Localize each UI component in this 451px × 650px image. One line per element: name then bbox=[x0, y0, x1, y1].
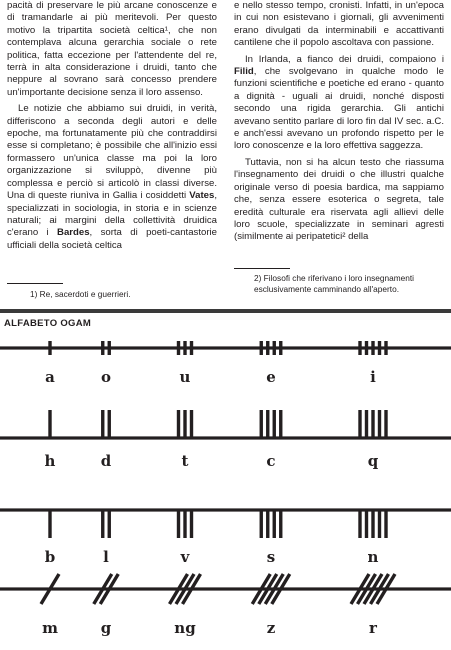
ogam-letter-a: a bbox=[45, 368, 55, 386]
ogam-letter-ng: ng bbox=[174, 619, 196, 637]
left-paragraph-1: pacità di preservare le più arcane conoscenze e di tramandarle ai più meritevoli. Per questo motivo la tripartita società celtica¹, che non contemplava alcuna gerarchia sociale o rete politica, fatta eccezione per l'attendente del re, terrà in alta considerazione i druidi, tanto che neppure al sovrano sarà concesso prendere un'importante decisione senza il loro assenso. bbox=[7, 0, 217, 98]
ogam-letter-i: i bbox=[370, 368, 376, 386]
ogam-letter-l: l bbox=[103, 548, 109, 566]
ogam-letter-c: c bbox=[266, 452, 276, 470]
ogam-letter-q: q bbox=[367, 452, 379, 470]
right-paragraph-3: Tuttavia, non si ha alcun testo che riassuma l'insegnamento dei druidi o che illustri qualche originale verso di poesia bardica, ma sappiamo che, senza essere esoterica o segreta, tale eredità culturale era riservata agli allievi delle loro scuole, specializzate in seminari agresti (similmente ai peripatetici² della bbox=[234, 156, 444, 243]
ogam-title: ALFABETO OGAM bbox=[4, 318, 92, 329]
right-paragraph-2-text-a: In Irlanda, a fianco dei druidi, compaiono i bbox=[245, 53, 444, 65]
term-bardes: Bardes bbox=[57, 227, 90, 239]
ogam-letter-z: z bbox=[266, 619, 276, 637]
ogam-letter-n: n bbox=[367, 548, 379, 566]
footnote-rule-right bbox=[234, 268, 290, 269]
left-paragraph-2-text-a: Le notizie che abbiamo sui druidi, in verità, differiscono a seconda degli autori e delle epoche, ma fortunatamente più che contraddirsi esse si completano; è possibile che all'inizio essi formassero un'unica classe ma poi la loro organizzazione si sviluppò, divenne più complessa e perciò si articolò in classi diverse. Una di queste riunìva in Gallia i cosiddetti bbox=[7, 103, 217, 202]
ogam-alphabet-figure bbox=[0, 330, 451, 650]
ogam-letter-e: e bbox=[266, 368, 276, 386]
ogam-letter-g: g bbox=[100, 619, 112, 637]
left-paragraph-2-text-c: , sorta di poeti-cantastorie ufficiali della società celtica bbox=[7, 227, 217, 251]
ogam-stem-line bbox=[0, 508, 451, 511]
ogam-letter-m: m bbox=[42, 619, 58, 637]
ogam-letter-v: v bbox=[180, 548, 190, 566]
ogam-stem-line bbox=[0, 346, 451, 349]
footnote-rule-left bbox=[7, 283, 63, 284]
footnote-1: 1) Re, sacerdoti e guerrieri. bbox=[30, 289, 131, 299]
ogam-letter-s: s bbox=[266, 548, 276, 566]
right-column bbox=[234, 0, 444, 244]
section-divider bbox=[0, 309, 451, 313]
ogam-letter-b: b bbox=[44, 548, 56, 566]
left-column bbox=[7, 0, 217, 252]
ogam-stem-line bbox=[0, 436, 451, 439]
ogam-letter-u: u bbox=[179, 368, 191, 386]
ogam-letter-d: d bbox=[100, 452, 112, 470]
left-paragraph-2 bbox=[7, 103, 217, 252]
footnote-2: 2) Filosofi che riferivano i loro insegnamenti esclusivamente camminando all'aperto. bbox=[254, 273, 415, 294]
ogam-letter-o: o bbox=[100, 368, 112, 386]
right-paragraph-2-text-b: , che svolgevano in qualche modo le funzioni scientifiche e poetiche ed erano - quanto a dignità - uguali ai druidi, nonché disposti secondo una rigida gerarchia. Gli antichi avevano sentito parlare di loro fin dal IV sec. a.C. e anch'essi avevano un profondo rispetto per le loro conoscenze e la loro effettiva saggezza. bbox=[234, 66, 444, 152]
term-vates: Vates bbox=[189, 190, 215, 202]
ogam-letter-r: r bbox=[369, 619, 377, 637]
ogam-letter-h: h bbox=[44, 452, 56, 470]
term-filid: Filid bbox=[234, 66, 254, 78]
right-paragraph-2 bbox=[234, 54, 444, 153]
right-paragraph-1: e nello stesso tempo, cronisti. Infatti, in un'epoca in cui non esistevano i giornali, gli avvenimenti erano divulgati da interminabili e accattivanti cantilene che il popolo ascoltava con passione. bbox=[234, 0, 444, 49]
left-paragraph-2-text-b: , specializzati in sociologia, in storia e in scienze naturali; ai margini della collettività druidica c'erano i bbox=[7, 190, 217, 239]
ogam-letter-t: t bbox=[181, 452, 189, 470]
